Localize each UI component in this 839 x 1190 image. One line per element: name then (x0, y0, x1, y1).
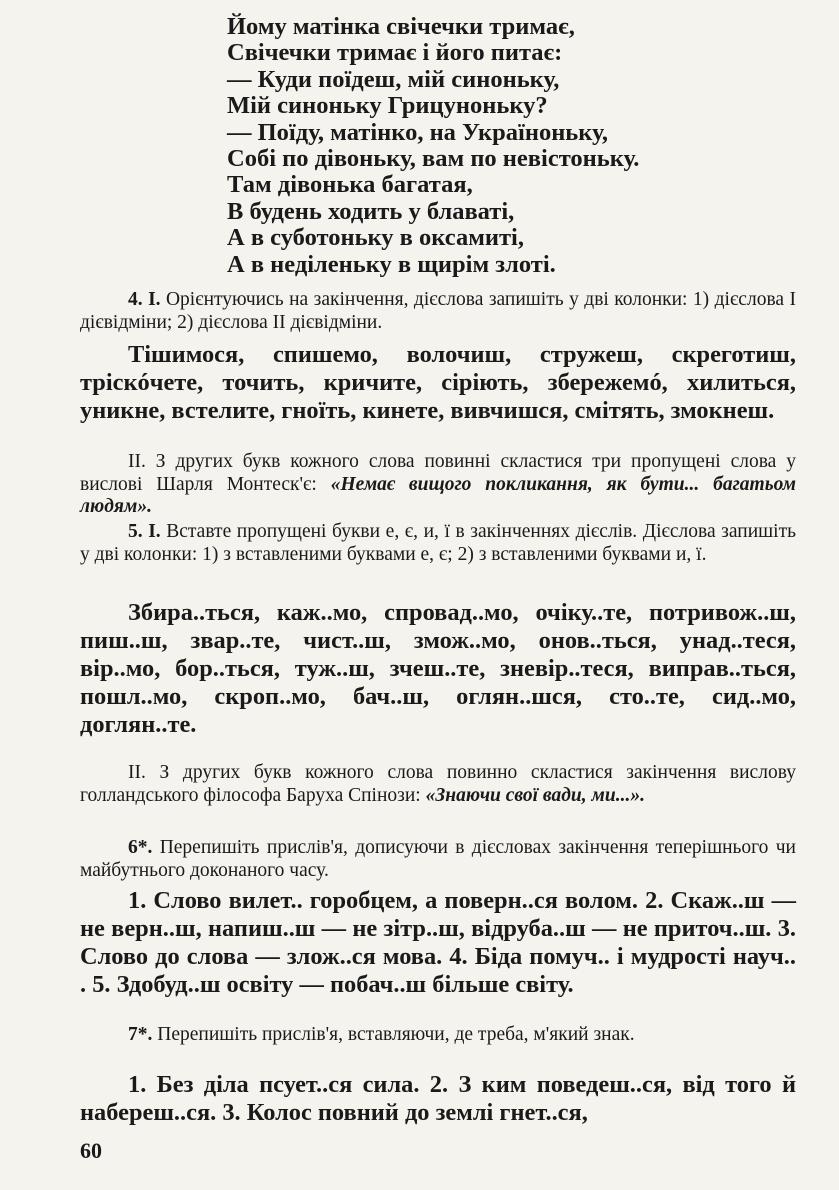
poem-line: Свічечки тримає і його питає: (227, 39, 563, 67)
poem-line: Собі по дівоньку, вам по невістоньку. (227, 145, 640, 173)
task-7-instruction (80, 1024, 796, 1047)
task-5-exercise: Збира..ться, каж..мо, спровад..мо, очіку..те, потривож..ш, пиш..ш, звар..те, чист..ш, змож..мо, онов..ться, унад..теся, вір..мо, бор..ться, туж..ш, зчеш..те, зневір..теся, виправ..ться, пошл..мо, скроп..мо, бач..ш, оглян..шся, сто..те, сид..мо, доглян..те. (80, 599, 796, 738)
task-6-number: 6*. (128, 837, 153, 858)
task-4-instruction (80, 289, 796, 334)
task-5-part2-text: З других букв кожного слова повинно скластися закінчення вислову голландського філософа Баруха Спінози: (80, 762, 796, 806)
task-4-text: Орієнтуючись на закінчення, дієслова запишіть у дві колонки: 1) дієслова I дієвідміни; 2) дієслова II дієвідміни. (80, 289, 796, 333)
task-5-quote: «Знаючи свої вади, ми...». (425, 784, 645, 806)
task-6-instruction (80, 837, 796, 882)
task-4-part2 (80, 451, 796, 519)
task-4-quote: «Немає вищого покликання, як бути... багатьом людям». (80, 473, 796, 517)
task-6-text: Перепишіть прислів'я, дописуючи в дієсловах закінчення теперішнього чи майбутнього доконаного часу. (80, 837, 796, 881)
task-4-number: 4. I. (128, 289, 161, 310)
task-7-exercise: 1. Без діла псует..ся сила. 2. З ким поведеш..ся, від того й набереш..ся. 3. Колос повний до землі гнет..ся, (80, 1071, 796, 1126)
poem-line: А в суботоньку в оксамиті, (227, 224, 524, 252)
task-5-part2-number: II. (128, 762, 146, 783)
task-4-exercise: Тішимося, спишемо, волочиш, стружеш, скреготиш, тріскóчете, точить, кричите, сіріють, збережемó, хилиться, уникне, встелите, гноїть, кинете, вивчишся, смітять, змокнеш. (80, 341, 796, 424)
task-5-part2 (80, 762, 796, 807)
task-4-part2-number: II. (128, 451, 146, 472)
poem-line: — Куди поїдеш, мій синоньку, (227, 65, 560, 93)
task-4-part2-text: З других букв кожного слова повинні скластися три пропущені слова у вислові Шарля Монтеск'є: (80, 451, 796, 495)
poem (227, 14, 639, 278)
poem-line: Там дівонька багатая, (227, 171, 473, 199)
poem-line: А в неділеньку в щирім злоті. (227, 250, 556, 278)
poem-line: В будень ходить у блаваті, (227, 197, 515, 225)
task-5-number: 5. I. (128, 521, 161, 542)
poem-line: Мій синоньку Грицуноньку? (227, 92, 548, 120)
task-7-text: Перепишіть прислів'я, вставляючи, де треба, м'який знак. (152, 1024, 635, 1045)
task-5-instruction (80, 521, 796, 566)
task-7-number: 7*. (128, 1024, 153, 1045)
poem-line: Йому матінка свічечки тримає, (227, 13, 575, 40)
poem-line: — Поїду, матінко, на Україноньку, (227, 118, 608, 146)
page-number: 60 (80, 1138, 102, 1163)
task-5-text: Вставте пропущені букви е, є, и, ї в закінченнях дієслів. Дієслова запишіть у дві колонки: 1) з вставленими буквами е, є; 2) з вставленими буквами и, ї. (80, 521, 796, 565)
task-6-exercise: 1. Слово вилет.. горобцем, а поверн..ся волом. 2. Скаж..ш — не верн..ш, напиш..ш — не зітр..ш, відруба..ш — не приточ..ш. 3. Слово до слова — злож..ся мова. 4. Біда помуч.. і мудрості науч.. . 5. Здобуд..ш освіту — побач..ш більше світу. (80, 887, 796, 998)
